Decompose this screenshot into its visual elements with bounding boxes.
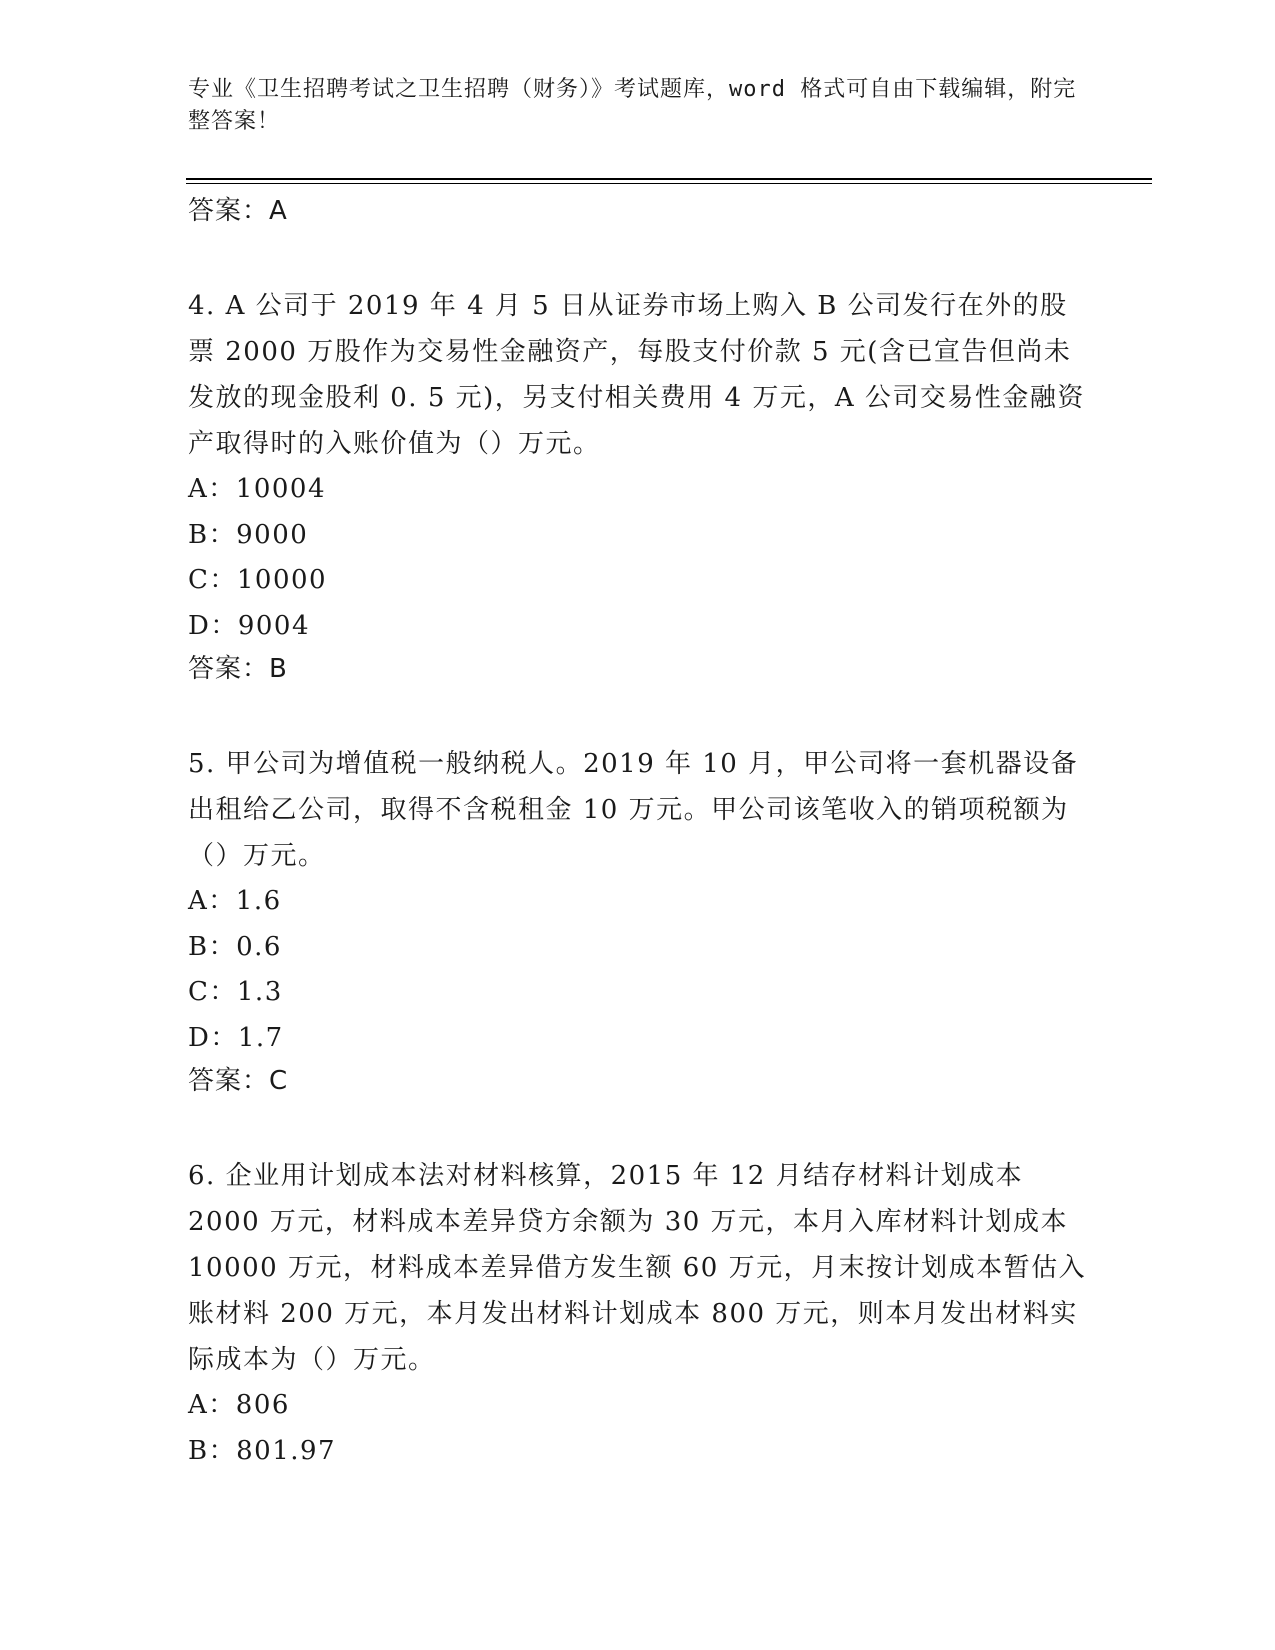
document-body xyxy=(188,191,1088,1474)
option-a: A：806 xyxy=(188,1390,290,1420)
option-a: A：1.6 xyxy=(188,886,282,916)
question-text: 6. 企业用计划成本法对材料核算，2015 年 12 月结存材料计划成本 2000 万元，材料成本差异贷方余额为 30 万元，本月入库材料计划成本 10000 万元，材料成本差异借方发生额 60 万元，月末按计划成本暂估入账材料 200 万元，本月发出材料计划成本 800 万元，则本月发出材料实际成本为（）万元。 xyxy=(188,1161,1087,1375)
option-a: A：10004 xyxy=(188,474,326,504)
question-text: 4. A 公司于 2019 年 4 月 5 日从证券市场上购入 B 公司发行在外的股票 2000 万股作为交易性金融资产，每股支付价款 5 元(含已宣告但尚未发放的现金股利 0. 5 元)，另支付相关费用 4 万元，A 公司交易性金融资产取得时的入账价值为（）万元。 xyxy=(188,291,1085,459)
option-c: C：10000 xyxy=(188,565,328,595)
option-d: D：1.7 xyxy=(188,1022,284,1053)
option-d: D：9004 xyxy=(188,610,311,641)
question-block xyxy=(188,741,1088,1101)
document-header: 专业《卫生招聘考试之卫生招聘（财务）》考试题库，word 格式可自由下载编辑，附完整答案！ xyxy=(188,77,1077,134)
option-b: B：0.6 xyxy=(188,931,282,962)
answer-line: 答案：C xyxy=(188,1066,289,1096)
header-rule-thin xyxy=(186,183,1152,184)
question-block xyxy=(188,283,1088,689)
header-rule-thick xyxy=(186,178,1152,180)
question-block xyxy=(188,1153,1088,1474)
option-b: B：9000 xyxy=(188,519,309,550)
question-text: 5. 甲公司为增值税一般纳税人。2019 年 10 月，甲公司将一套机器设备出租给乙公司，取得不含税租金 10 万元。甲公司该笔收入的销项税额为（）万元。 xyxy=(188,749,1079,871)
option-b: B：801.97 xyxy=(188,1435,337,1466)
answer-line: 答案：A xyxy=(188,196,288,226)
option-c: C：1.3 xyxy=(188,977,283,1007)
answer-line: 答案：B xyxy=(188,654,288,684)
